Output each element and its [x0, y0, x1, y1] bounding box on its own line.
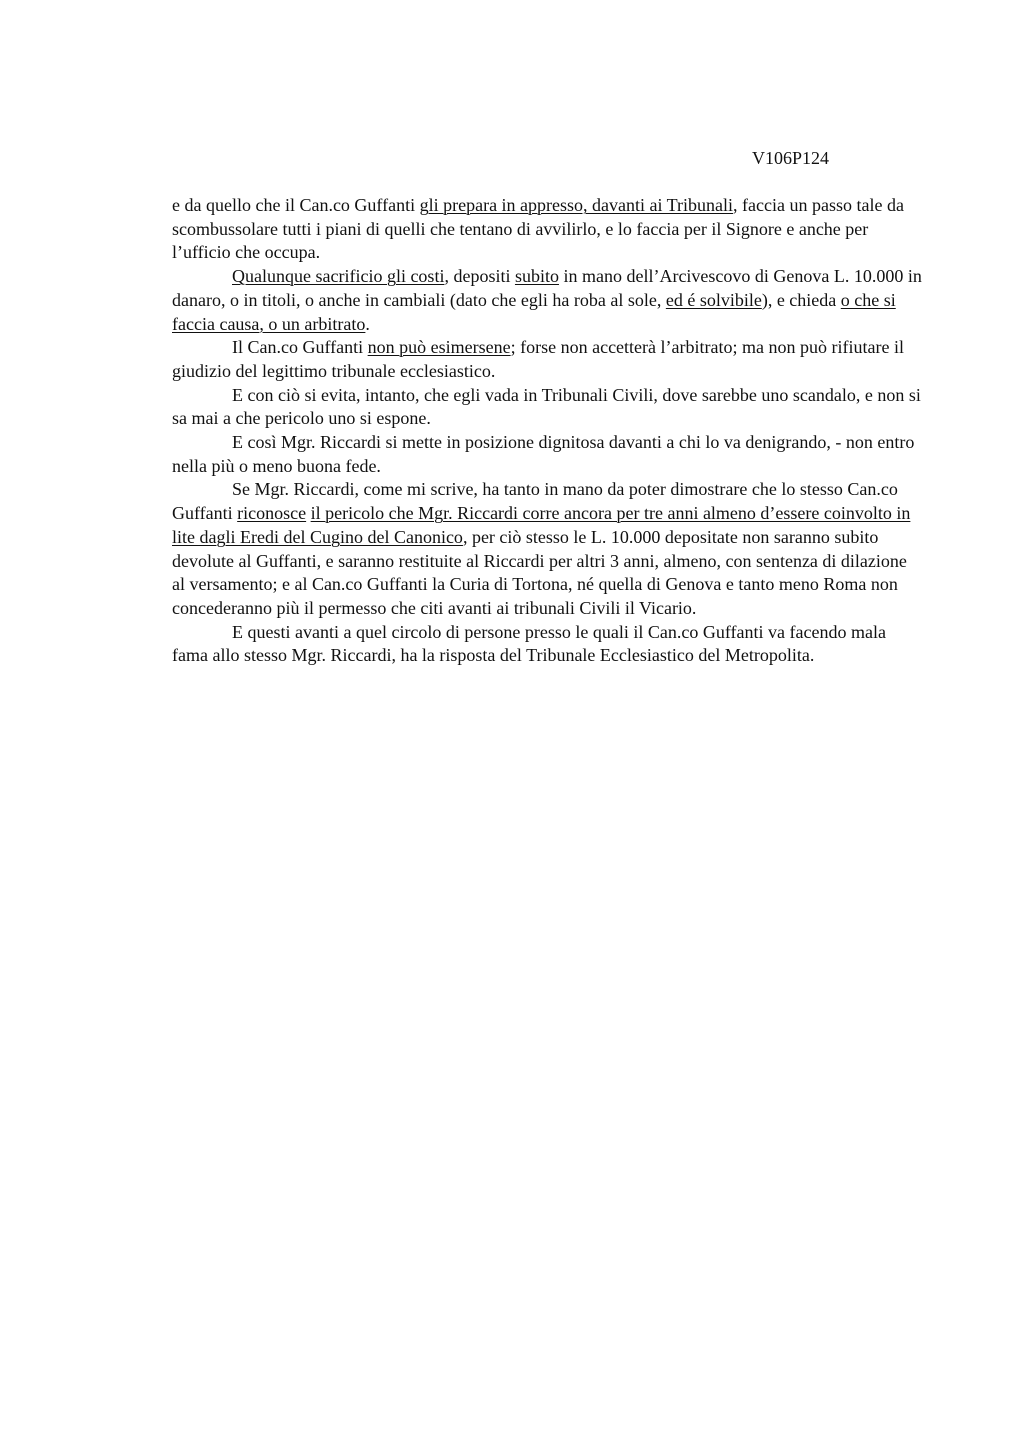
paragraph: [172, 384, 924, 431]
letter-body: [172, 194, 924, 668]
text-segment: Se Mgr. Riccardi, come mi scrive, ha tanto in mano da poter dimostrare che lo stesso Can.co Guffanti: [172, 479, 898, 524]
paragraph: [172, 194, 924, 265]
text-segment: E questi avanti a quel circolo di persone presso le quali il Can.co Guffanti va facendo mala fama allo stesso Mgr. Riccardi, ha la risposta del Tribunale Ecclesiastico del Metropolita.: [172, 621, 886, 666]
paragraph: [172, 478, 924, 620]
paragraph: [172, 265, 924, 336]
text-segment: .: [365, 313, 370, 334]
text-segment: , faccia un passo tale da scombussolare tutti i piani di quelli che tentano di avvilirlo, e lo faccia per il Signore e anche per l’ufficio che occupa.: [172, 195, 904, 263]
underlined-text: o che si faccia causa, o un arbitrato: [172, 289, 896, 334]
underlined-text: non può esimersene: [367, 337, 511, 358]
text-segment: e da quello che il Can.co Guffanti: [172, 195, 420, 215]
underlined-text: il pericolo che Mgr. Riccardi corre ancora per tre anni almeno d’essere coinvolto in lite dagli Eredi del Cugino del Canonico: [172, 503, 911, 547]
text-segment: E con ciò si evita, intanto, che egli vada in Tribunali Civili, dove sarebbe uno scandalo, e non si sa mai a che pericolo uno si espone.: [172, 384, 921, 429]
paragraph: [172, 336, 924, 383]
text-segment: ), e chieda: [761, 289, 841, 310]
text-segment: , per ciò stesso le L. 10.000 depositate non saranno subito devolute al Guffanti, e saranno restituite al Riccardi per altri 3 anni, almeno, con sentenza di dilazione al versamento; e al Can.co Guffanti la Curia di Tortona, né quella di Genova e tanto meno Roma non concederanno più il permesso che citi avanti ai tribunali Civili il Vicario.: [172, 526, 907, 618]
paragraph: [172, 431, 924, 478]
text-segment: ; forse non accetterà l’arbitrato; ma non può rifiutare il giudizio del legittimo tribunale ecclesiastico.: [172, 337, 904, 381]
underlined-text: riconosce: [237, 503, 307, 524]
page-reference: V106P124: [752, 148, 830, 168]
text-segment: Il Can.co Guffanti: [232, 337, 368, 358]
paragraph: [172, 621, 924, 668]
underlined-text: gli prepara in appresso, davanti ai Tribunali: [419, 195, 734, 215]
text-segment: in mano dell’Arcivescovo di Genova L. 10.000 in danaro, o in titoli, o anche in cambiali (dato che egli ha roba al sole,: [172, 266, 922, 310]
underlined-text: subito: [514, 266, 559, 287]
underlined-text: ed é solvibile: [665, 289, 762, 310]
text-segment: E così Mgr. Riccardi si mette in posizione dignitosa davanti a chi lo va denigrando, - non entro nella più o meno buona fede.: [172, 432, 915, 476]
underlined-text: Qualunque sacrificio gli costi: [232, 266, 445, 287]
text-segment: , depositi: [444, 266, 515, 287]
